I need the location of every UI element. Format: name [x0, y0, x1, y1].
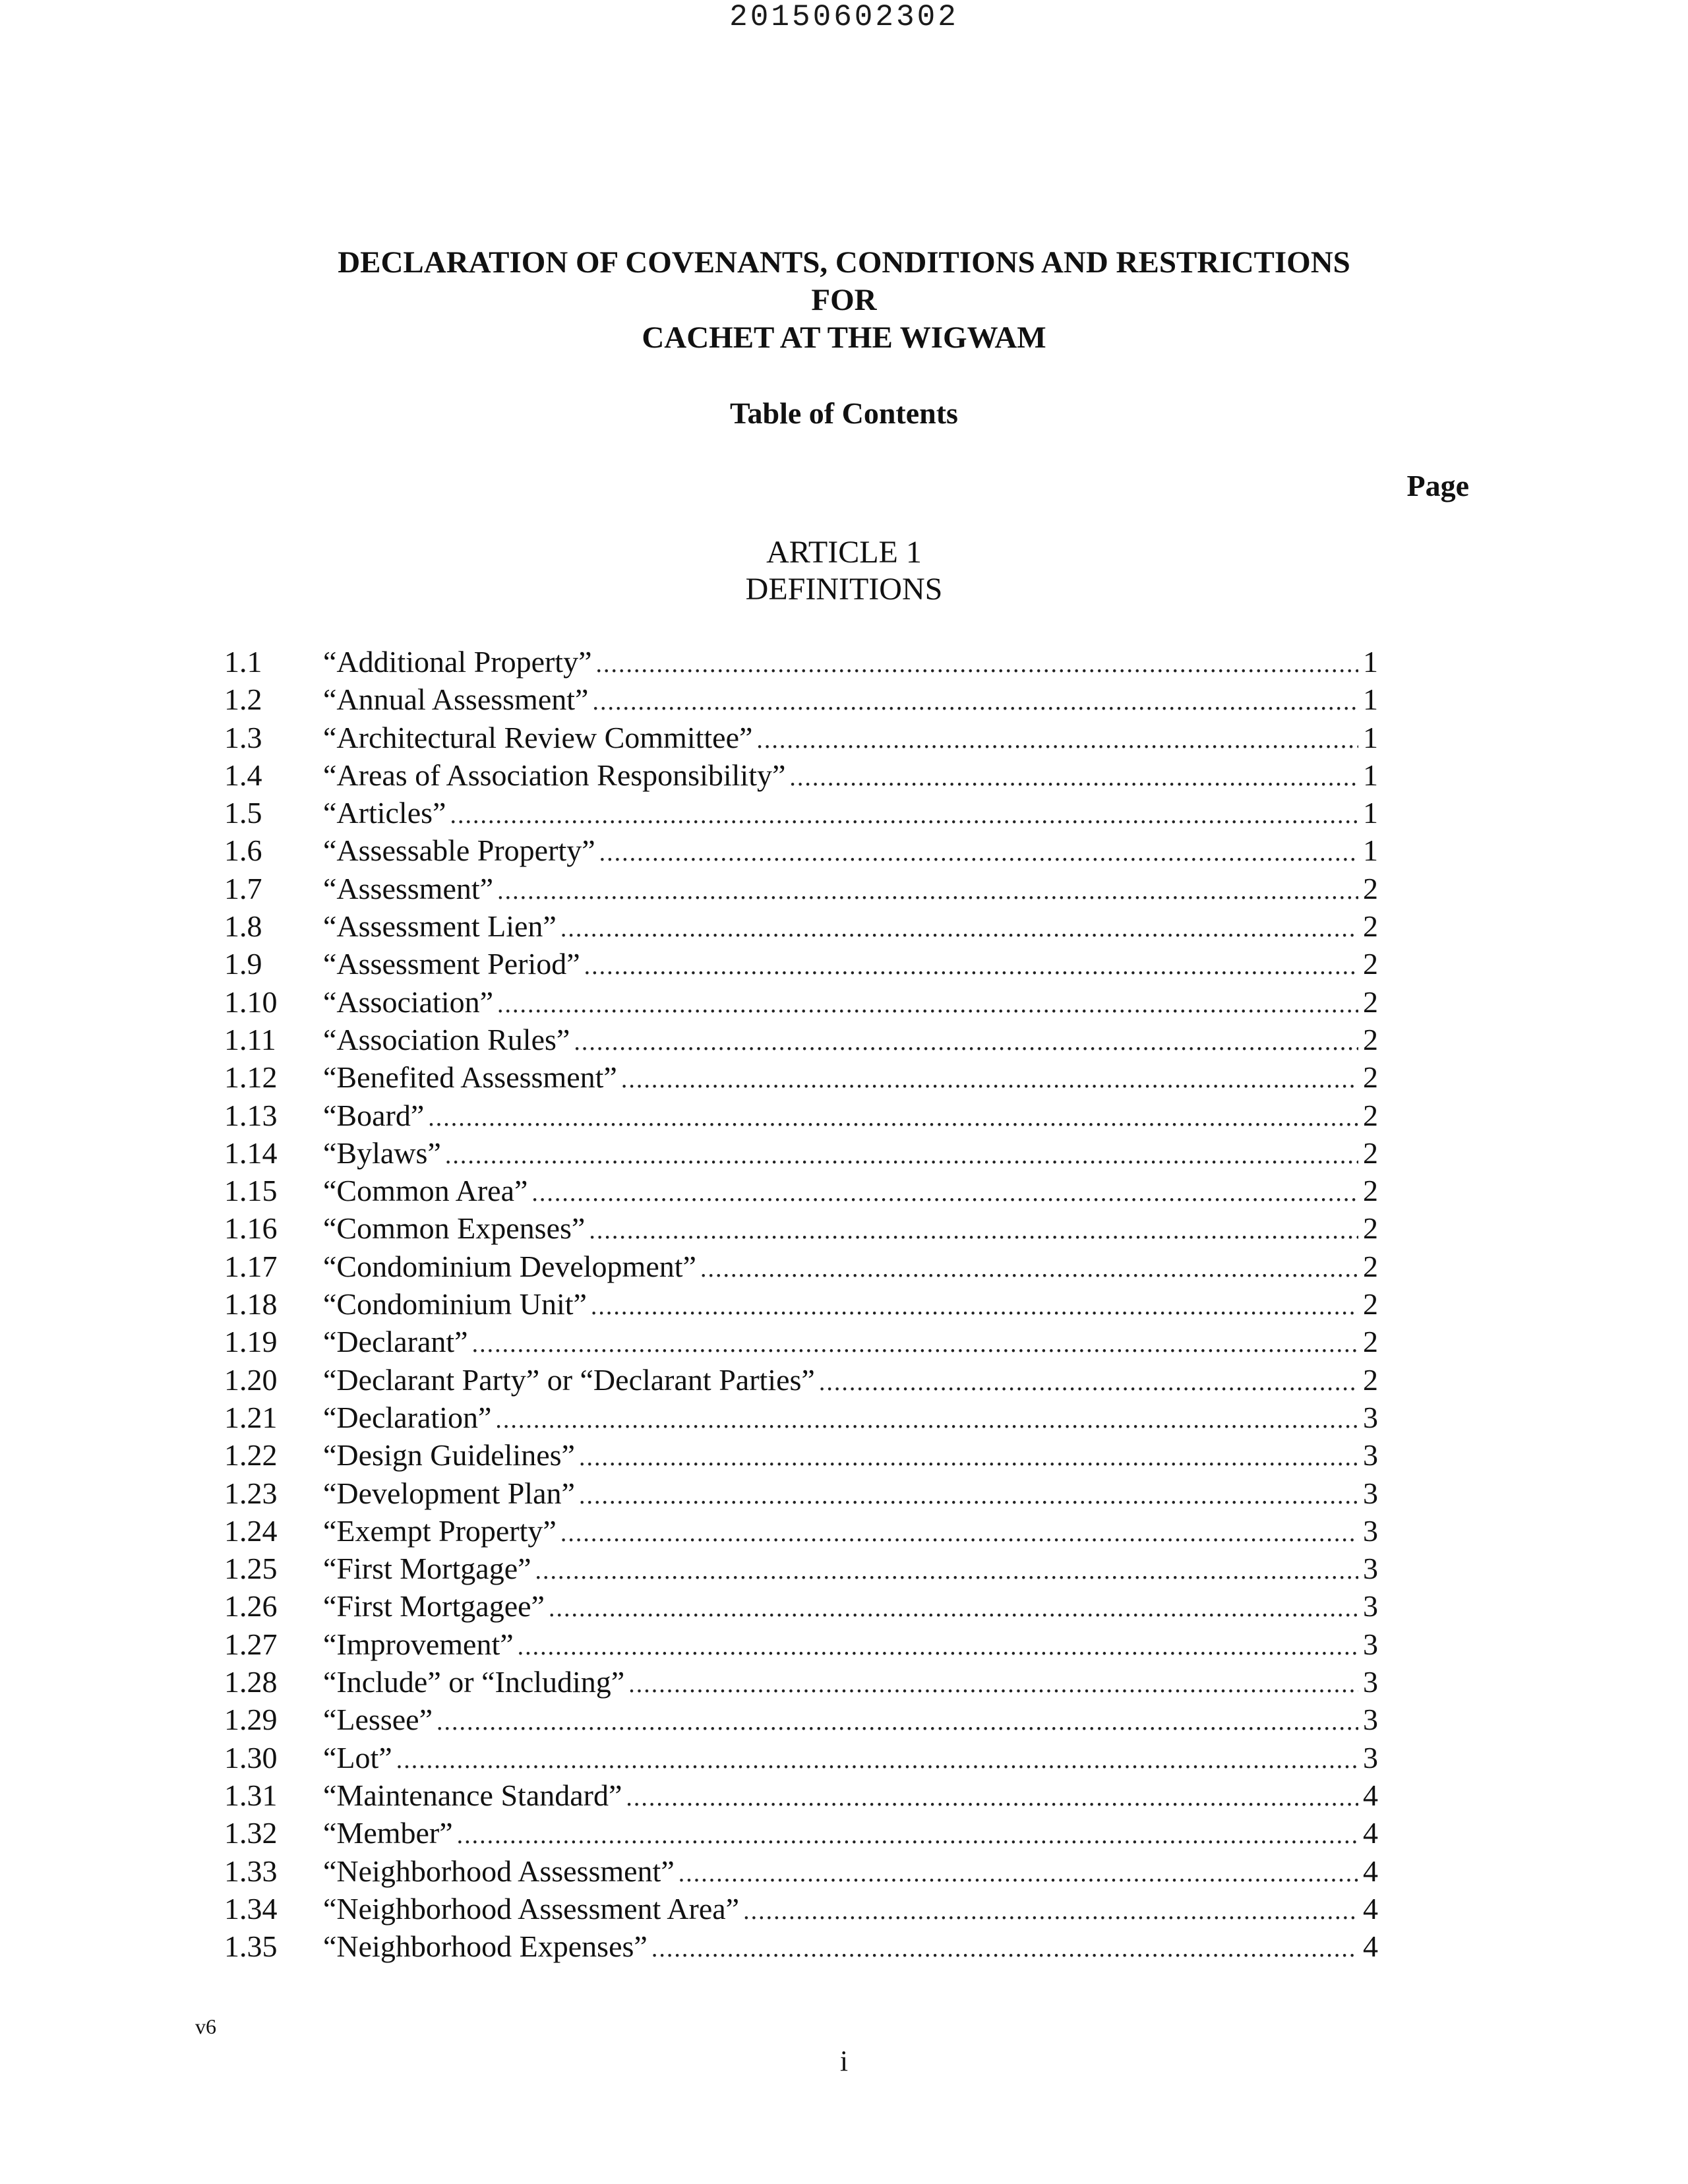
dot-leader [396, 1742, 1358, 1779]
toc-entry-page: 4 [1363, 1816, 1378, 1850]
toc-entry-number: 1.3 [224, 720, 262, 754]
toc-entry-number: 1.6 [224, 834, 262, 868]
toc-entry-number: 1.22 [224, 1438, 278, 1472]
toc-entry-title: “Common Area” [323, 1174, 528, 1208]
article-title: DEFINITIONS [745, 572, 943, 607]
toc-entry-number: 1.32 [224, 1816, 278, 1850]
toc-entry-number: 1.23 [224, 1476, 278, 1510]
toc-entry-title: “Condominium Development” [323, 1249, 696, 1283]
toc-entry-page: 3 [1363, 1438, 1378, 1472]
toc-entry [224, 1323, 1378, 1360]
toc-entry [224, 907, 1378, 945]
dot-leader [591, 1288, 1358, 1325]
toc-entry-title: “Lessee” [323, 1703, 433, 1737]
toc-entry-title: “Neighborhood Expenses” [323, 1929, 648, 1964]
toc-entry-title: “Condominium Unit” [323, 1287, 587, 1321]
toc-entry-title: “Assessment Period” [323, 947, 580, 981]
toc-entry [224, 719, 1378, 756]
toc-entry [224, 1248, 1378, 1285]
toc-entry-number: 1.27 [224, 1627, 278, 1661]
toc-entry-page: 3 [1363, 1703, 1378, 1737]
dot-leader [651, 1930, 1358, 1968]
toc-entry-title: “Association Rules” [323, 1022, 570, 1056]
toc-entry-page: 2 [1363, 871, 1378, 905]
toc-entry-number: 1.5 [224, 796, 262, 830]
toc-entry-page: 2 [1363, 1249, 1378, 1283]
toc-entry [224, 1890, 1378, 1927]
toc-entry [224, 870, 1378, 907]
toc-entry [224, 643, 1378, 681]
dot-leader [789, 759, 1358, 797]
dot-leader [535, 1552, 1358, 1590]
toc-entry-title: “Common Expenses” [323, 1211, 586, 1246]
toc-entry [224, 1587, 1378, 1625]
toc-entry-title: “Declaration” [323, 1400, 492, 1434]
toc-entry-page: 2 [1363, 1174, 1378, 1208]
dot-leader [437, 1703, 1358, 1741]
dot-leader [584, 948, 1358, 985]
toc-entry-number: 1.30 [224, 1740, 278, 1774]
toc-entry [224, 1663, 1378, 1701]
toc-list [224, 643, 1378, 1965]
title-line-2: FOR [811, 283, 877, 317]
toc-entry-page: 1 [1363, 720, 1378, 754]
toc-entry-page: 2 [1363, 1060, 1378, 1095]
toc-entry-page: 1 [1363, 834, 1378, 868]
dot-leader [518, 1628, 1358, 1666]
dot-leader [579, 1439, 1358, 1476]
toc-entry-number: 1.7 [224, 871, 262, 905]
dot-leader [574, 1023, 1358, 1061]
toc-entry [224, 1625, 1378, 1663]
toc-entry-number: 1.29 [224, 1703, 278, 1737]
toc-entry-page: 2 [1363, 1211, 1378, 1246]
toc-entry [224, 1739, 1378, 1776]
toc-entry-number: 1.14 [224, 1136, 278, 1170]
toc-entry-title: “Neighborhood Assessment” [323, 1854, 675, 1888]
toc-entry-title: “Maintenance Standard” [323, 1778, 622, 1812]
dot-leader [599, 834, 1358, 872]
toc-entry-number: 1.10 [224, 985, 278, 1019]
toc-entry-title: “Lot” [323, 1740, 392, 1774]
toc-entry-page: 3 [1363, 1665, 1378, 1699]
dot-leader [560, 910, 1358, 948]
toc-entry [224, 832, 1378, 869]
dot-leader [592, 683, 1358, 721]
toc-entry [224, 1134, 1378, 1172]
toc-entry-title: “Assessment Lien” [323, 909, 557, 944]
version-label: v6 [195, 2015, 216, 2038]
toc-entry-title: “Architectural Review Committee” [323, 720, 753, 754]
dot-leader [678, 1855, 1358, 1893]
toc-entry [224, 1852, 1378, 1890]
toc-entry-number: 1.17 [224, 1249, 278, 1283]
toc-entry-number: 1.2 [224, 682, 262, 717]
toc-entry-number: 1.1 [224, 645, 262, 679]
dot-leader [626, 1779, 1358, 1817]
toc-entry-number: 1.35 [224, 1929, 278, 1964]
toc-entry [224, 756, 1378, 794]
dot-leader [589, 1212, 1358, 1250]
toc-entry-page: 2 [1363, 985, 1378, 1019]
toc-entry-page: 1 [1363, 645, 1378, 679]
toc-entry-title: “First Mortgage” [323, 1552, 531, 1586]
dot-leader [628, 1666, 1358, 1703]
toc-entry [224, 1097, 1378, 1134]
toc-entry [224, 1361, 1378, 1399]
page-column-label: Page [1406, 469, 1469, 502]
toc-entry-title: “Board” [323, 1098, 425, 1132]
toc-entry-number: 1.15 [224, 1174, 278, 1208]
toc-entry-title: “Areas of Association Responsibility” [323, 758, 786, 792]
toc-entry-title: “Association” [323, 985, 494, 1019]
dot-leader [497, 986, 1358, 1023]
dot-leader [579, 1477, 1358, 1515]
toc-entry-number: 1.31 [224, 1778, 278, 1812]
toc-entry-page: 2 [1363, 1287, 1378, 1321]
toc-entry-page: 4 [1363, 1778, 1378, 1812]
dot-leader [531, 1174, 1358, 1212]
toc-entry-page: 4 [1363, 1929, 1378, 1964]
toc-entry-number: 1.8 [224, 909, 262, 944]
toc-entry-title: “Improvement” [323, 1627, 514, 1661]
toc-entry-page: 1 [1363, 758, 1378, 792]
dot-leader [743, 1893, 1358, 1930]
toc-entry-page: 2 [1363, 1136, 1378, 1170]
toc-entry [224, 1058, 1378, 1096]
dot-leader [560, 1515, 1358, 1552]
toc-entry-page: 4 [1363, 1854, 1378, 1888]
toc-entry-page: 3 [1363, 1476, 1378, 1510]
toc-entry-number: 1.20 [224, 1362, 278, 1397]
toc-entry [224, 1776, 1378, 1814]
toc-entry [224, 1399, 1378, 1436]
dot-leader [495, 1401, 1358, 1439]
dot-leader [445, 1137, 1358, 1174]
toc-entry [224, 1701, 1378, 1738]
toc-entry-page: 2 [1363, 947, 1378, 981]
toc-entry-title: “Additional Property” [323, 645, 592, 679]
article-label: ARTICLE 1 [766, 535, 922, 570]
toc-entry-number: 1.28 [224, 1665, 278, 1699]
dot-leader [756, 721, 1358, 759]
title-line-1: DECLARATION OF COVENANTS, CONDITIONS AND RESTRICTIONS [338, 245, 1350, 280]
toc-entry-title: “Assessment” [323, 871, 494, 905]
dot-leader [457, 1817, 1358, 1854]
toc-entry-number: 1.18 [224, 1287, 278, 1321]
dot-leader [596, 646, 1358, 683]
toc-entry [224, 1021, 1378, 1058]
toc-entry [224, 1474, 1378, 1512]
page-number: i [839, 2045, 849, 2077]
toc-entry-page: 3 [1363, 1552, 1378, 1586]
toc-entry-page: 4 [1363, 1891, 1378, 1926]
toc-entry [224, 945, 1378, 983]
toc-entry-number: 1.21 [224, 1400, 278, 1434]
toc-entry [224, 1512, 1378, 1550]
dot-leader [549, 1590, 1358, 1627]
dot-leader [700, 1250, 1358, 1288]
document-title [0, 244, 1688, 357]
toc-entry-page: 2 [1363, 1325, 1378, 1359]
toc-entry-page: 1 [1363, 796, 1378, 830]
toc-entry-title: “Neighborhood Assessment Area” [323, 1891, 740, 1926]
toc-entry [224, 1436, 1378, 1474]
toc-entry [224, 1172, 1378, 1209]
toc-entry-page: 3 [1363, 1589, 1378, 1623]
toc-entry-title: “Declarant Party” or “Declarant Parties” [323, 1362, 815, 1397]
toc-entry [224, 681, 1378, 718]
toc-entry-title: “Annual Assessment” [323, 682, 589, 717]
toc-entry [224, 1285, 1378, 1323]
dot-leader [428, 1099, 1358, 1137]
toc-entry-number: 1.19 [224, 1325, 278, 1359]
toc-entry [224, 983, 1378, 1021]
toc-entry-title: “Benefited Assessment” [323, 1060, 617, 1095]
toc-entry-number: 1.26 [224, 1589, 278, 1623]
toc-entry-title: “Exempt Property” [323, 1513, 557, 1548]
toc-entry-number: 1.25 [224, 1552, 278, 1586]
toc-entry-page: 2 [1363, 1022, 1378, 1056]
toc-entry-page: 3 [1363, 1740, 1378, 1774]
toc-heading: Table of Contents [730, 396, 958, 430]
toc-entry-number: 1.12 [224, 1060, 278, 1095]
title-line-3: CACHET AT THE WIGWAM [642, 320, 1046, 355]
toc-entry [224, 1550, 1378, 1587]
toc-entry-title: “Design Guidelines” [323, 1438, 575, 1472]
toc-entry-title: “Member” [323, 1816, 453, 1850]
toc-entry-page: 3 [1363, 1627, 1378, 1661]
toc-entry-page: 3 [1363, 1513, 1378, 1548]
article-heading [0, 534, 1688, 608]
toc-entry-number: 1.16 [224, 1211, 278, 1246]
toc-entry-title: “Declarant” [323, 1325, 468, 1359]
toc-entry-page: 3 [1363, 1400, 1378, 1434]
dot-leader [819, 1364, 1358, 1401]
toc-entry-number: 1.24 [224, 1513, 278, 1548]
toc-entry-title: “Articles” [323, 796, 446, 830]
toc-entry-number: 1.13 [224, 1098, 278, 1132]
toc-entry-title: “Assessable Property” [323, 834, 595, 868]
toc-entry-title: “Bylaws” [323, 1136, 441, 1170]
dot-leader [450, 797, 1358, 834]
toc-entry-title: “Include” or “Including” [323, 1665, 625, 1699]
toc-entry-title: “First Mortgagee” [323, 1589, 545, 1623]
toc-entry-page: 2 [1363, 1098, 1378, 1132]
toc-entry [224, 1209, 1378, 1247]
toc-entry-page: 1 [1363, 682, 1378, 717]
toc-entry-number: 1.34 [224, 1891, 278, 1926]
toc-entry [224, 1814, 1378, 1852]
dot-leader [497, 872, 1358, 910]
toc-entry-number: 1.11 [224, 1022, 276, 1056]
toc-entry-number: 1.33 [224, 1854, 278, 1888]
toc-entry [224, 794, 1378, 832]
document-number: 20150602302 [729, 0, 959, 34]
toc-entry-page: 2 [1363, 909, 1378, 944]
dot-leader [621, 1061, 1358, 1099]
toc-entry-number: 1.9 [224, 947, 262, 981]
toc-entry-number: 1.4 [224, 758, 262, 792]
toc-entry-title: “Development Plan” [323, 1476, 575, 1510]
dot-leader [472, 1325, 1358, 1363]
toc-entry-page: 2 [1363, 1362, 1378, 1397]
toc-entry [224, 1927, 1378, 1965]
